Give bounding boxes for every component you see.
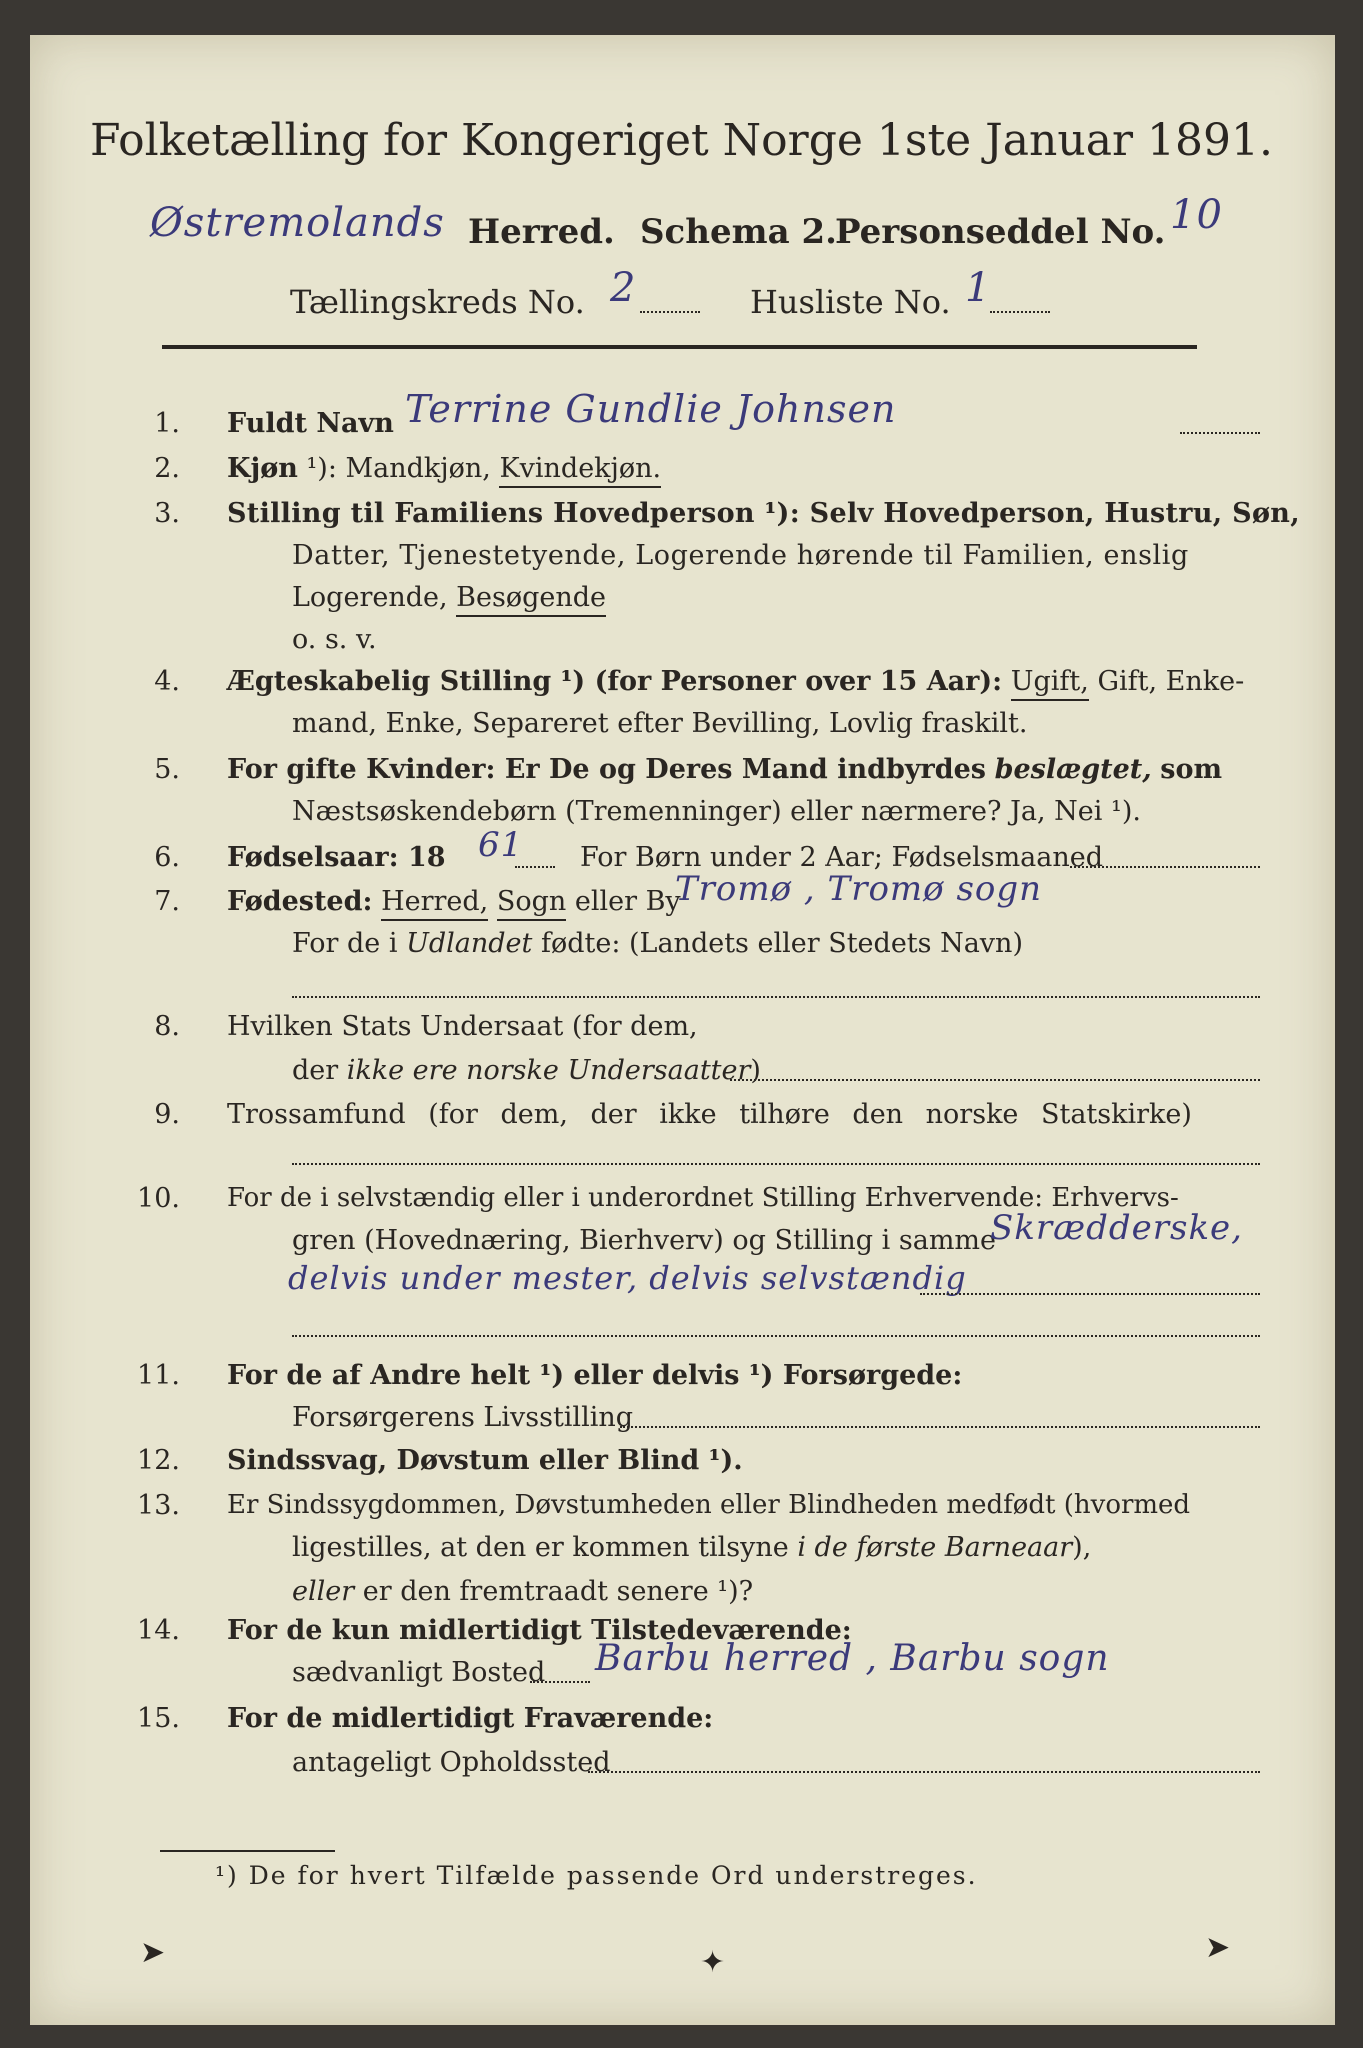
item-number: 5.	[154, 754, 180, 785]
item-number: 15.	[137, 1703, 180, 1734]
item-line	[227, 888, 681, 915]
udland-text: For de i	[292, 928, 398, 959]
bosted-dots	[530, 1681, 590, 1683]
month-dots	[1070, 866, 1260, 868]
item-line: Trossamfund (for dem, der ikke tilhøre den norske Statskirke)	[227, 1099, 1192, 1130]
senere-text: er den fremtraadt senere ¹)?	[362, 1576, 754, 1607]
erhverv-dots-2	[292, 1335, 1260, 1337]
kreds-dots	[640, 311, 700, 313]
item-line: Er Sindssygdommen, Døvstumheden eller Blindheden medfødt (hvormed	[227, 1490, 1191, 1520]
item-line: Næstsøskendebørn (Tremenninger) eller nærmere? Ja, Nei ¹).	[292, 796, 1141, 827]
fodested-label: Fødested:	[227, 886, 373, 917]
gifte-label: For gifte Kvinder: Er De og Deres Mand indbyrdes	[227, 754, 987, 785]
kvindekjon-option: Kvindekjøn.	[499, 453, 661, 488]
item-line: mand, Enke, Separeret efter Bevilling, Lovlig fraskilt.	[292, 708, 1028, 739]
erhverv-value-2: delvis under mester, delvis selvstændig	[288, 1259, 967, 1297]
header-line-herred	[150, 192, 1230, 260]
gift-text: Gift, Enke-	[1097, 666, 1245, 697]
corner-mark-icon: ➤	[1205, 1930, 1231, 1965]
fodselsaar-label: Fødselsaar: 18	[227, 842, 446, 873]
herred-option: Herred,	[381, 886, 488, 921]
husliste-value: 1	[965, 265, 992, 311]
barneaar-text: i de første Barneaar	[797, 1532, 1073, 1563]
logerende-text: Logerende,	[292, 582, 448, 613]
undersaat-dots	[730, 1079, 1260, 1081]
udlandet-text: Udlandet	[406, 928, 533, 959]
item-line: For de af Andre helt ¹) eller delvis ¹) Forsørgede:	[227, 1360, 963, 1391]
corner-mark-icon: ➤	[140, 1935, 166, 1970]
item-line: antageligt Opholdssted	[292, 1747, 611, 1778]
fodested-value: Tromø , Tromø sogn	[675, 869, 1043, 909]
item-line: For de kun midlertidigt Tilstedeværende:	[227, 1615, 852, 1646]
item-line: For de midlertidigt Fraværende:	[227, 1703, 714, 1734]
aegteskab-label: Ægteskabelig Stilling ¹) (for Personer over 15 Aar):	[227, 666, 1003, 697]
item-line: For de i selvstændig eller i underordnet Stilling Erhvervende: Erhvervs-	[227, 1183, 1179, 1213]
besogende-option: Besøgende	[456, 582, 606, 617]
landets-text: fødte: (Landets eller Stedets Navn)	[540, 928, 1023, 959]
item-text: Kjøn ¹): Mandkjøn, Kvindekjøn.	[227, 455, 661, 482]
header-rule	[162, 345, 1197, 349]
schema-label: Schema 2.	[640, 212, 837, 252]
item-number: 11.	[137, 1360, 180, 1391]
item-number: 2.	[154, 453, 180, 484]
item-number: 8.	[154, 1011, 180, 1042]
item-line: Sindssvag, Døvstum eller Blind ¹).	[227, 1445, 743, 1476]
erhverv-dots-1	[920, 1293, 1260, 1295]
herred-label: Herred.	[468, 212, 615, 252]
item-number: 7.	[154, 886, 180, 917]
item-number: 12.	[137, 1445, 180, 1476]
fodselsmaaned-label: For Børn under 2 Aar; Fødselsmaaned	[580, 842, 1104, 873]
item-line: Forsørgerens Livsstilling	[292, 1402, 634, 1433]
item-number: 6.	[154, 842, 180, 873]
ligestilles-text: ligestilles, at den er kommen tilsyne	[292, 1532, 789, 1563]
undersaatter-text: ikke ere norske Undersaatter	[346, 1055, 751, 1086]
footnote-rule	[160, 1850, 335, 1852]
trossamfund-dots	[292, 1163, 1260, 1165]
bosted-value: Barbu herred , Barbu sogn	[595, 1638, 1110, 1679]
center-mark-icon: ✦	[700, 1945, 726, 1980]
form-title: Folketælling for Kongeriget Norge 1ste Januar 1891.	[90, 115, 1273, 166]
item-line	[227, 756, 1222, 783]
opholdssted-dots	[588, 1771, 1260, 1773]
item-number: 1.	[154, 408, 180, 439]
erhverv-value-1: Skrædderske,	[990, 1208, 1243, 1248]
item-line: Hvilken Stats Undersaat (for dem,	[227, 1011, 698, 1042]
item-line: Stilling til Familiens Hovedperson ¹): Selv Hovedperson, Hustru, Søn,	[227, 498, 1300, 529]
item-label: Fuldt Navn	[227, 408, 394, 439]
som-text: som	[1160, 754, 1223, 785]
item-number: 10.	[137, 1183, 180, 1214]
item-line	[292, 584, 606, 611]
herred-value: Østremolands	[150, 200, 445, 246]
item-number: 13.	[137, 1490, 180, 1521]
fodselsaar-value: 61	[478, 825, 524, 865]
personseddel-label: Personseddel No.	[835, 212, 1166, 252]
item-line: o. s. v.	[292, 624, 377, 655]
item-number: 3.	[154, 498, 180, 529]
item-number: 9.	[154, 1099, 180, 1130]
der-text: der	[292, 1055, 339, 1086]
item-line: Datter, Tjenestetyende, Logerende hørende til Familien, enslig	[292, 540, 1189, 571]
year-dots	[515, 866, 555, 868]
paren-text: ),	[1072, 1532, 1092, 1563]
by-text: eller By	[574, 886, 681, 917]
item-line	[227, 668, 1244, 695]
item-number: 4.	[154, 666, 180, 697]
udland-dots	[292, 996, 1260, 998]
eller-text: eller	[292, 1576, 355, 1607]
ugift-option: Ugift,	[1011, 666, 1089, 701]
item-line	[292, 1534, 1091, 1561]
kreds-label: Tællingskreds No.	[290, 283, 585, 321]
sogn-option: Sogn	[497, 886, 566, 921]
name-value: Terrine Gundlie Johnsen	[405, 387, 897, 431]
name-dots	[1180, 432, 1260, 434]
header-line-kreds	[290, 265, 1090, 325]
husliste-dots	[990, 311, 1050, 313]
item-line	[292, 930, 1023, 957]
item-line	[292, 1057, 761, 1084]
footnote: ¹) De for hvert Tilfælde passende Ord understreges.	[215, 1861, 978, 1890]
paren-text: )	[750, 1055, 761, 1086]
item-number: 14.	[137, 1615, 180, 1646]
item-line	[292, 1578, 753, 1605]
item-line: sædvanligt Bosted	[292, 1657, 546, 1688]
kreds-value: 2	[610, 265, 637, 311]
item-line: gren (Hovednæring, Bierhverv) og Stilling i samme	[292, 1225, 997, 1256]
forsorger-dots	[620, 1426, 1260, 1428]
beslaegtet-text: beslægtet,	[994, 754, 1152, 785]
personseddel-value: 10	[1170, 192, 1223, 238]
husliste-label: Husliste No.	[750, 283, 951, 321]
